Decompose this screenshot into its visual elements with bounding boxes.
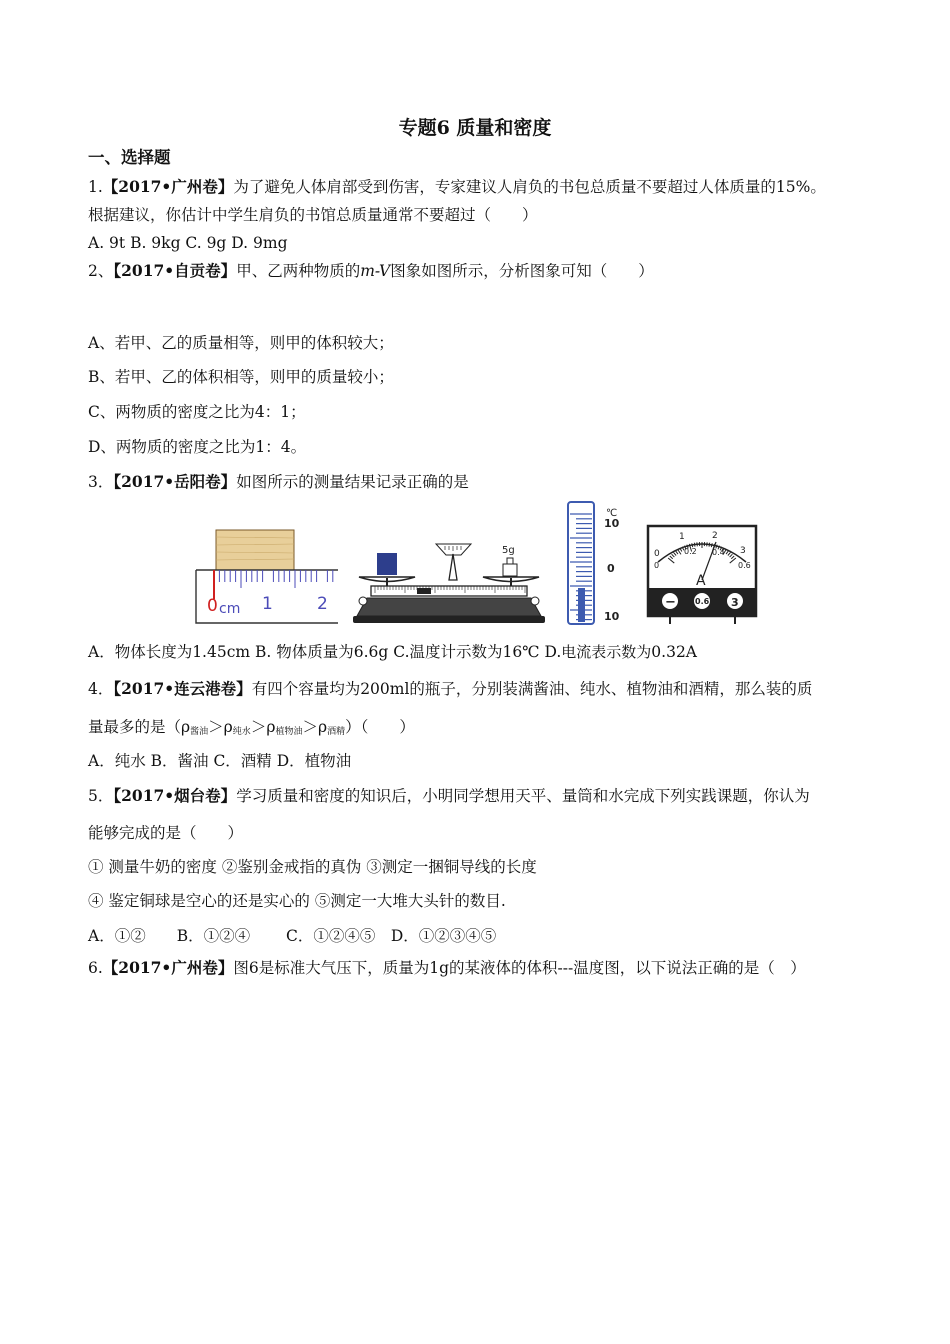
rho-sub-alcohol: 酒精 — [327, 727, 346, 737]
balance-weight-label: 5g — [502, 545, 515, 556]
thermometer-mid: 0 — [607, 562, 615, 575]
q3-stem: 如图所示的测量结果记录正确的是 — [236, 473, 469, 491]
gt-symbol: ＞ — [250, 718, 267, 736]
ammeter-tick-06: 0.6 — [738, 561, 751, 570]
gt-symbol: ＞ — [302, 718, 318, 736]
page-title: 专题6 质量和密度 — [398, 117, 552, 139]
rho-symbol: ρ — [223, 718, 233, 736]
rho-symbol: ρ — [317, 718, 328, 736]
q4-number: 4． — [88, 680, 114, 698]
rho-sub-soy: 酱油 — [190, 727, 209, 737]
ammeter-tick-02: 0.2 — [684, 547, 697, 556]
q2-stem-post: 图象如图所示，分析图象可知（ ） — [390, 262, 654, 280]
ammeter-minus: − — [665, 595, 676, 610]
thermometer-figure — [562, 500, 628, 626]
ammeter-tick-2: 2 — [712, 531, 718, 541]
ruler-zero: 0 — [207, 596, 218, 616]
q3-options-sans: 电流表示数为 — [561, 643, 652, 661]
ammeter-tick-0: 0 — [654, 549, 660, 559]
q2-option-a: A、若甲、乙的质量相等，则甲的体积较大； — [88, 334, 394, 352]
rho-sub-oil: 植物油 — [275, 727, 303, 737]
ruler-one: 1 — [262, 594, 273, 614]
q2-stem-pre: 甲、乙两种物质的 — [236, 262, 361, 280]
ammeter-tick-04: 0.4 — [712, 548, 725, 557]
q4-stem-b-post: ）（ ） — [345, 718, 415, 736]
q3-options-pre: A．物体长度为1.45cm B. 物体质量为6.6g C.温度计示数为16℃ D. — [88, 643, 562, 661]
q3-options — [88, 641, 697, 663]
q3-source: 【2017•岳阳卷】 — [113, 472, 237, 491]
q6-number: 6. — [88, 959, 103, 977]
q3-options-post: 0.32A — [651, 643, 698, 661]
ammeter-tick-0b: 0 — [654, 561, 660, 570]
gt-symbol: ＞ — [208, 718, 224, 736]
ammeter-label: A — [696, 573, 706, 589]
ruler-unit: cm — [219, 601, 241, 617]
q5-stem-b: 能够完成的是（ ） — [88, 824, 244, 842]
tick-mark — [709, 543, 710, 547]
q4-source: 【2017•连云港卷】 — [113, 679, 252, 698]
ammeter-terminal-3: 3 — [731, 596, 739, 609]
q4-line-2 — [88, 716, 415, 743]
balance-figure — [345, 540, 557, 628]
q1-options: A. 9t B. 9kg C. 9g D. 9mg — [88, 234, 288, 252]
ruler-two: 2 — [317, 594, 328, 614]
rho-sub-water: 纯水 — [232, 727, 251, 737]
q2-line-1 — [88, 260, 654, 282]
thermometer-unit: ℃ — [606, 508, 618, 519]
q1-line-1 — [88, 176, 826, 198]
q1-number: 1. — [88, 178, 103, 196]
ammeter-tick-1: 1 — [679, 532, 685, 542]
q2-option-c: C、两物质的密度之比为4：1； — [88, 403, 306, 421]
q5-source: 【2017•烟台卷】 — [113, 786, 237, 805]
q2-source: 【2017•自贡卷】 — [113, 261, 237, 280]
q2-mv: m-V — [360, 262, 391, 280]
section-heading: 一、选择题 — [88, 148, 171, 167]
q5-number: 5． — [88, 787, 114, 805]
ammeter-terminal-06: 0.6 — [695, 597, 710, 606]
q4-stem-b-pre: 量最多的是（ — [88, 718, 182, 736]
thermometer-bottom: 10 — [604, 610, 620, 623]
q2-number: 2、 — [88, 262, 114, 280]
q3-number: 3． — [88, 473, 114, 491]
q5-options: A．①② B．①②④ C．①②④⑤ D．①②③④⑤ — [88, 927, 497, 945]
ammeter-tick-3: 3 — [740, 546, 746, 556]
q5-stem-a: 学习质量和密度的知识后，小明同学想用天平、量筒和水完成下列实践课题，你认为 — [236, 787, 810, 805]
ruler-figure — [194, 527, 340, 627]
rho-symbol: ρ — [266, 718, 276, 736]
q5-line-1 — [88, 785, 810, 807]
q1-stem-a: 为了避免人体肩部受到伤害，专家建议人肩负的书包总质量不要超过人体质量的15%。 — [233, 178, 826, 196]
rho-symbol: ρ — [181, 718, 191, 736]
q4-line-1 — [88, 678, 812, 700]
q5-items-a: ① 测量牛奶的密度 ②鉴别金戒指的真伪 ③测定一捆铜导线的长度 — [88, 858, 537, 876]
q6-source: 【2017•广州卷】 — [102, 958, 234, 977]
q4-options: A．纯水 B．酱油 C．酒精 D．植物油 — [88, 752, 352, 770]
q6-stem: 图6是标准大气压下，质量为1g的某液体的体积---温度图，以下说法正确的是（ ） — [233, 959, 806, 977]
q2-option-d: D、两物质的密度之比为1：4。 — [88, 438, 307, 456]
q5-items-b: ④ 鉴定铜球是空心的还是实心的 ⑤测定一大堆大头针的数目. — [88, 892, 506, 910]
q4-stem-a: 有四个容量均为200ml的瓶子，分别装满酱油、纯水、植物油和酒精，那么装的质 — [251, 680, 813, 698]
ammeter-figure — [644, 522, 760, 626]
q1-stem-b: 根据建议，你估计中学生肩负的书馆总质量通常不要超过（ ） — [88, 206, 538, 224]
thermometer-top: 10 — [604, 517, 620, 530]
q3-line-1 — [88, 471, 469, 493]
q6-line-1 — [88, 957, 806, 979]
q1-source: 【2017•广州卷】 — [102, 177, 234, 196]
q2-option-b: B、若甲、乙的体积相等，则甲的质量较小； — [88, 368, 394, 386]
